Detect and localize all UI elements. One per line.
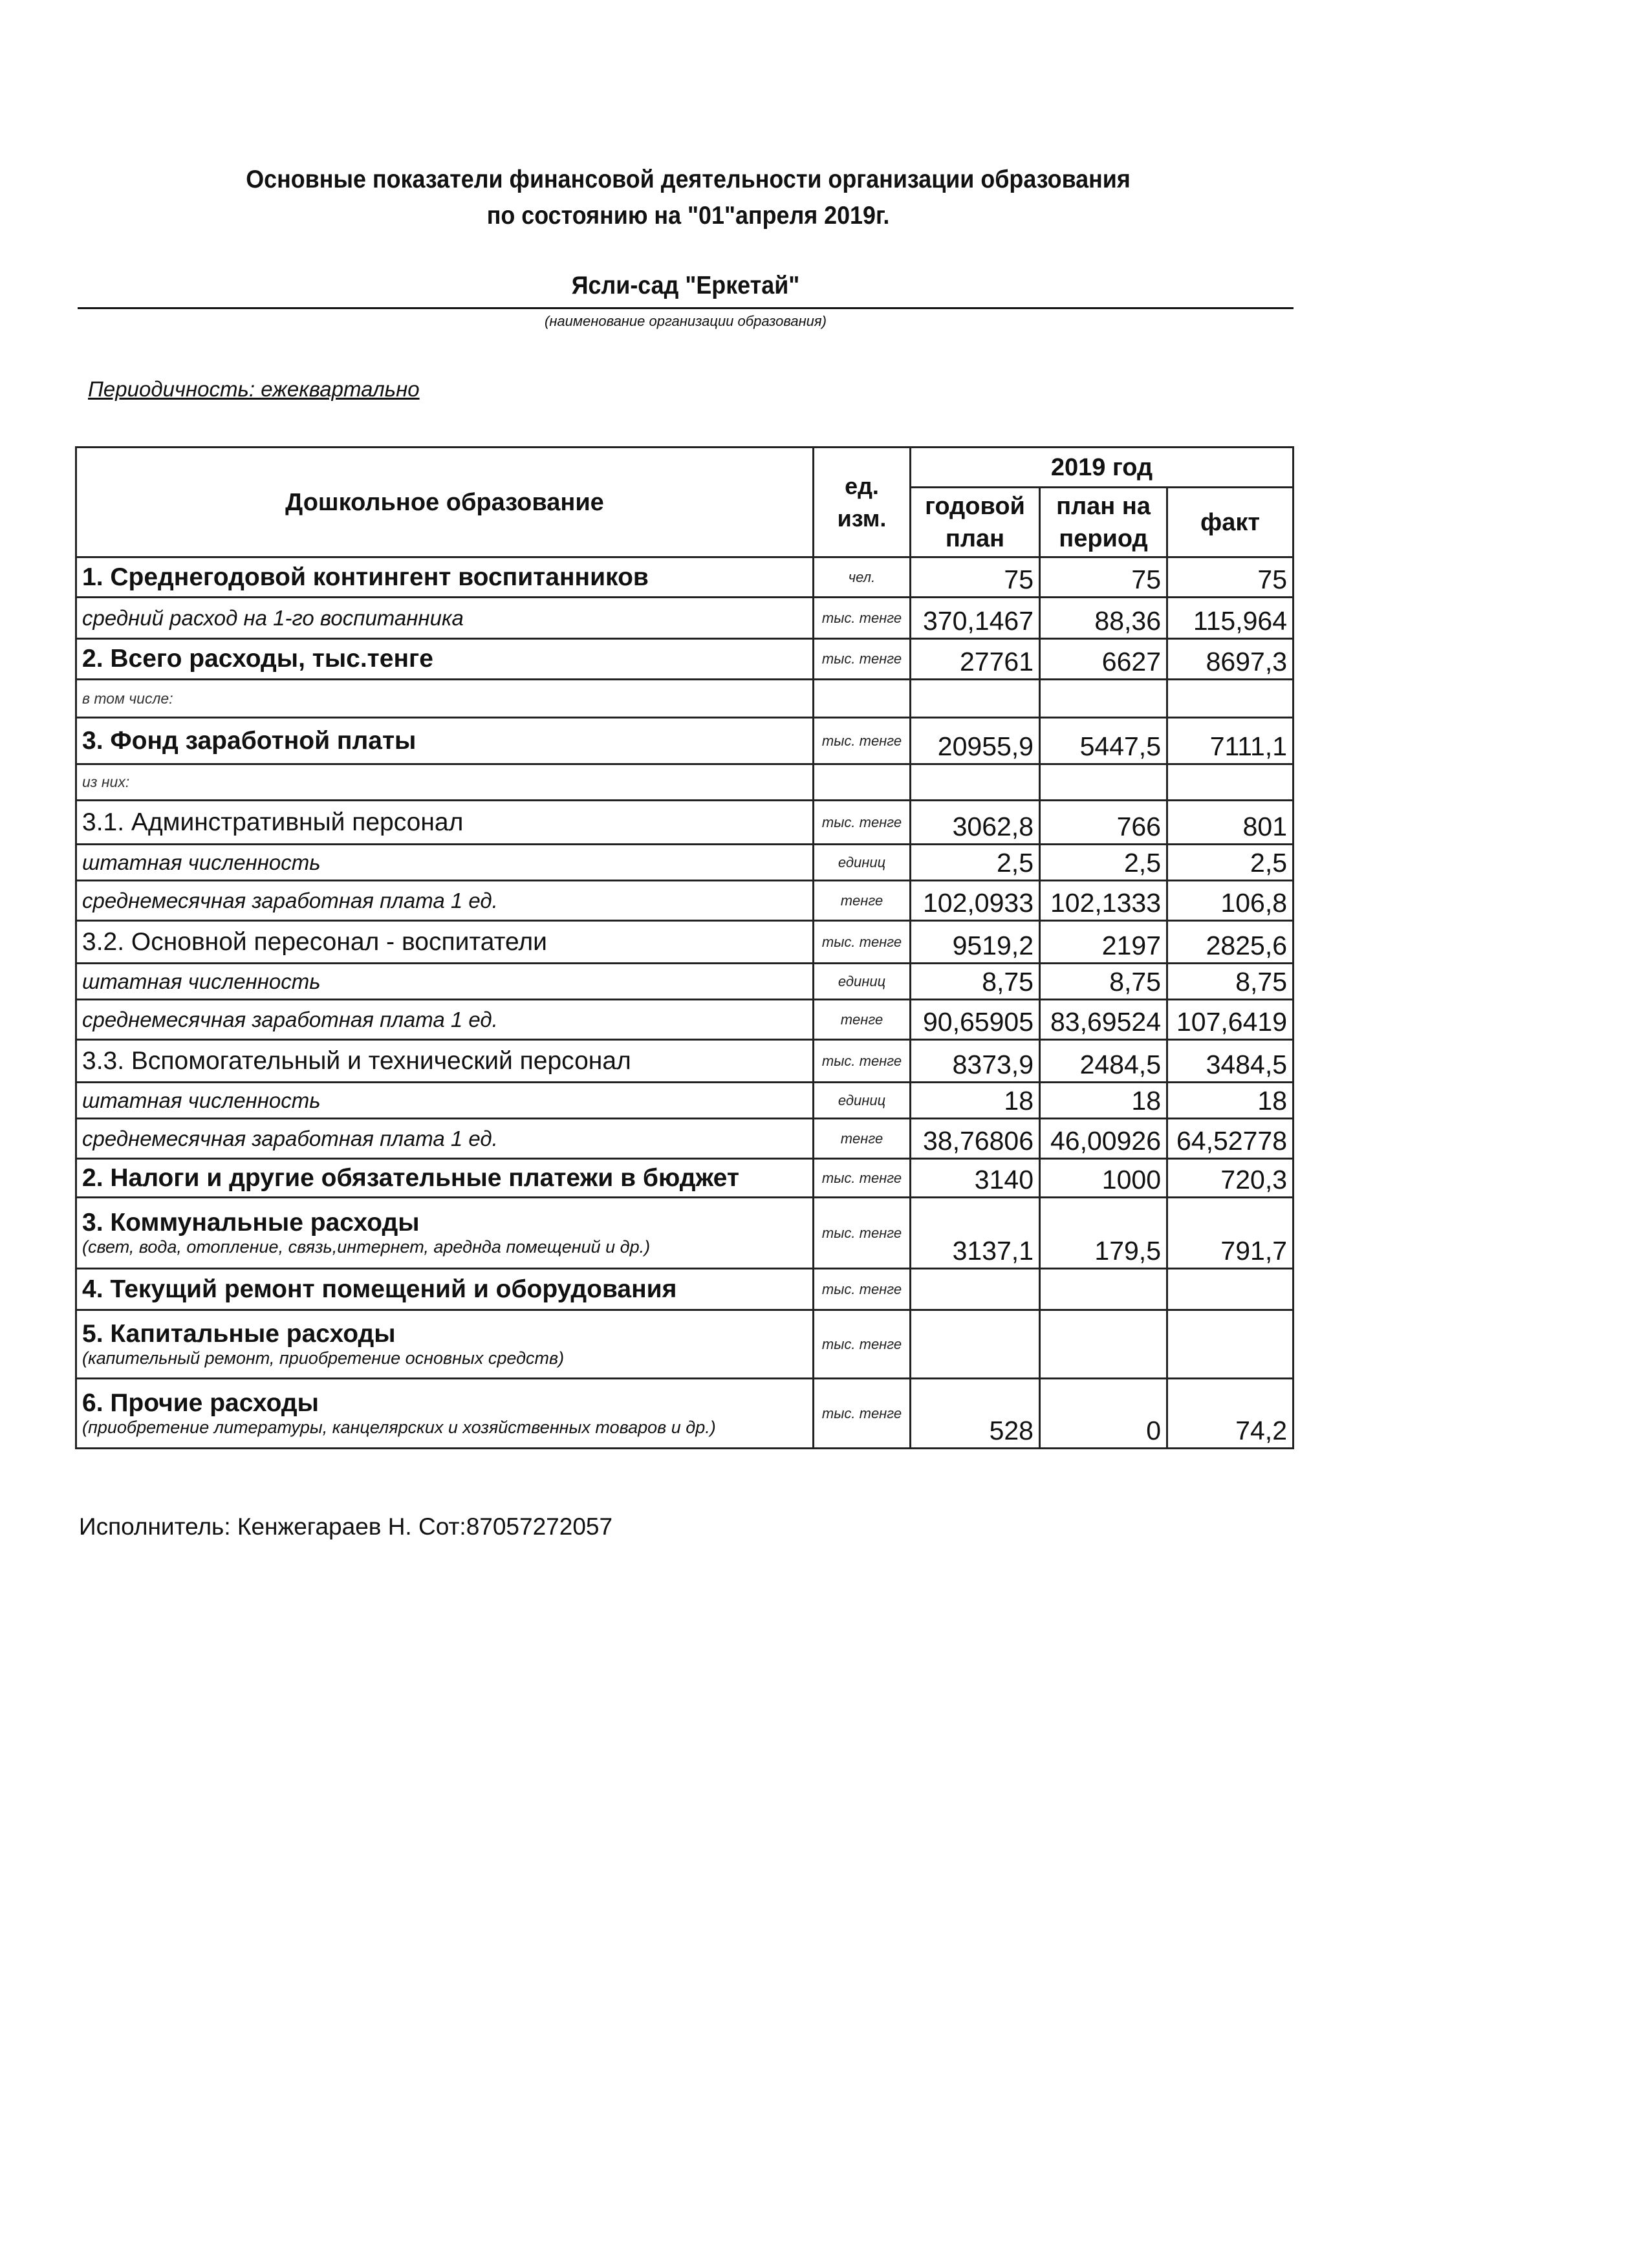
cell-period: 2,5 [1040,845,1167,881]
row-unit: единиц [814,845,911,881]
cell-fact: 18 [1167,1083,1294,1119]
cell-fact: 2,5 [1167,845,1294,881]
cell-annual: 3062,8 [911,801,1040,845]
cell-period: 8,75 [1040,964,1167,1000]
row-unit: чел. [814,557,911,598]
row-label: из них: [76,764,814,801]
organization-name: Ясли-сад "Еркетай" [571,272,800,299]
cell-annual: 528 [911,1379,1040,1449]
cell-fact [1167,680,1294,718]
table-row [76,881,1294,921]
cell-fact: 74,2 [1167,1379,1294,1449]
row-label-main: 5. Капитальные расходы [82,1320,396,1348]
cell-period: 88,36 [1040,598,1167,639]
table-row [76,680,1294,718]
row-label-note: (капительный ремонт, приобретение основных средств) [82,1348,565,1368]
row-unit: тенге [814,881,911,921]
table-row [76,639,1294,680]
row-label [76,1198,814,1269]
row-unit: единиц [814,1083,911,1119]
header-unit: ед. изм. [814,448,911,557]
row-label-main: 6. Прочие расходы [82,1389,319,1417]
financial-indicators-table [75,446,1294,1449]
table-row [76,1159,1294,1198]
cell-fact: 7111,1 [1167,718,1294,764]
row-label-main: 3. Коммунальные расходы [82,1209,420,1237]
cell-annual [911,764,1040,801]
cell-annual: 370,1467 [911,598,1040,639]
cell-fact: 75 [1167,557,1294,598]
cell-annual: 9519,2 [911,921,1040,964]
row-unit: тенге [814,1000,911,1040]
row-unit: тенге [814,1119,911,1159]
row-unit: тыс. тенге [814,1269,911,1310]
row-label: 4. Текущий ремонт помещений и оборудования [76,1269,814,1310]
cell-period: 6627 [1040,639,1167,680]
row-unit: тыс. тенге [814,598,911,639]
cell-fact: 801 [1167,801,1294,845]
row-unit [814,680,911,718]
row-label: среднемесячная заработная плата 1 ед. [76,1000,814,1040]
cell-annual [911,680,1040,718]
row-label: 1. Среднегодовой контингент воспитанников [76,557,814,598]
row-unit: тыс. тенге [814,1159,911,1198]
executor-contact: Исполнитель: Кенжегараев Н. Сот:87057272057 [79,1513,613,1540]
cell-period: 766 [1040,801,1167,845]
row-label-note: (приобретение литературы, канцелярских и хозяйственных товаров и др.) [82,1418,716,1437]
cell-annual: 8373,9 [911,1040,1040,1083]
cell-period: 0 [1040,1379,1167,1449]
table-row [76,1083,1294,1119]
row-unit: единиц [814,964,911,1000]
row-unit: тыс. тенге [814,1310,911,1379]
table-row [76,557,1294,598]
row-unit [814,764,911,801]
row-label [76,1310,814,1379]
cell-annual: 38,76806 [911,1119,1040,1159]
cell-period: 1000 [1040,1159,1167,1198]
row-label: 3.3. Вспомогательный и технический персонал [76,1040,814,1083]
header-annual-plan: годовой план [911,488,1040,557]
cell-fact: 64,52778 [1167,1119,1294,1159]
row-label: 2. Всего расходы, тыс.тенге [76,639,814,680]
table-row [76,1000,1294,1040]
cell-period: 83,69524 [1040,1000,1167,1040]
row-unit: тыс. тенге [814,921,911,964]
cell-fact: 3484,5 [1167,1040,1294,1083]
cell-annual: 102,0933 [911,881,1040,921]
table-row [76,921,1294,964]
row-label-note: (свет, вода, отопление, связь,интернет, аредндa помещений и др.) [82,1237,651,1257]
table-row [76,845,1294,881]
cell-annual [911,1269,1040,1310]
cell-annual: 75 [911,557,1040,598]
cell-fact: 2825,6 [1167,921,1294,964]
cell-period: 2197 [1040,921,1167,964]
table-row [76,1310,1294,1379]
header-year: 2019 год [911,448,1294,488]
cell-annual: 20955,9 [911,718,1040,764]
row-label: штатная численность [76,964,814,1000]
table-row [76,1198,1294,1269]
row-label: среднемесячная заработная плата 1 ед. [76,1119,814,1159]
cell-period: 46,00926 [1040,1119,1167,1159]
row-label: 3.2. Основной пересонал - воспитатели [76,921,814,964]
report-title-line2: по состоянию на "01"апреля 2019г. [486,202,890,230]
row-label: штатная численность [76,1083,814,1119]
cell-fact [1167,1269,1294,1310]
organization-caption: (наименование организации образования) [545,313,827,329]
header-fact: факт [1167,488,1294,557]
row-unit: тыс. тенге [814,718,911,764]
table-row [76,764,1294,801]
table-row [76,1379,1294,1449]
table-row [76,598,1294,639]
cell-fact: 8697,3 [1167,639,1294,680]
row-label: средний расход на 1-го воспитанника [76,598,814,639]
table-row [76,718,1294,764]
table-row [76,1040,1294,1083]
cell-fact: 107,6419 [1167,1000,1294,1040]
row-label: 3.1. Админстративный персонал [76,801,814,845]
row-unit: тыс. тенге [814,1379,911,1449]
table-row [76,1269,1294,1310]
cell-period: 18 [1040,1083,1167,1119]
cell-annual: 3140 [911,1159,1040,1198]
cell-period [1040,1269,1167,1310]
cell-annual: 2,5 [911,845,1040,881]
row-label: в том числе: [76,680,814,718]
cell-annual: 3137,1 [911,1198,1040,1269]
cell-fact [1167,1310,1294,1379]
header-section: Дошкольное образование [76,448,814,557]
periodicity-note: Периодичность: ежеквартально [88,377,420,401]
row-unit: тыс. тенге [814,801,911,845]
row-unit: тыс. тенге [814,639,911,680]
cell-fact: 720,3 [1167,1159,1294,1198]
cell-fact: 115,964 [1167,598,1294,639]
row-label: штатная численность [76,845,814,881]
cell-period: 5447,5 [1040,718,1167,764]
cell-annual: 8,75 [911,964,1040,1000]
row-label: среднемесячная заработная плата 1 ед. [76,881,814,921]
row-unit: тыс. тенге [814,1198,911,1269]
cell-period: 179,5 [1040,1198,1167,1269]
table-row [76,801,1294,845]
report-title-line1: Основные показатели финансовой деятельности организации образования [246,166,1131,193]
cell-period [1040,764,1167,801]
cell-period: 75 [1040,557,1167,598]
row-label: 2. Налоги и другие обязательные платежи в бюджет [76,1159,814,1198]
table-row [76,1119,1294,1159]
header-period-plan: план на период [1040,488,1167,557]
cell-fact: 106,8 [1167,881,1294,921]
table-row [76,964,1294,1000]
cell-fact: 791,7 [1167,1198,1294,1269]
cell-annual [911,1310,1040,1379]
cell-fact: 8,75 [1167,964,1294,1000]
cell-annual: 27761 [911,639,1040,680]
row-label [76,1379,814,1449]
row-label: 3. Фонд заработной платы [76,718,814,764]
cell-fact [1167,764,1294,801]
cell-period [1040,680,1167,718]
cell-period: 2484,5 [1040,1040,1167,1083]
organization-underline [78,307,1294,309]
cell-period: 102,1333 [1040,881,1167,921]
cell-annual: 18 [911,1083,1040,1119]
cell-period [1040,1310,1167,1379]
report-title [55,162,1321,234]
row-unit: тыс. тенге [814,1040,911,1083]
cell-annual: 90,65905 [911,1000,1040,1040]
